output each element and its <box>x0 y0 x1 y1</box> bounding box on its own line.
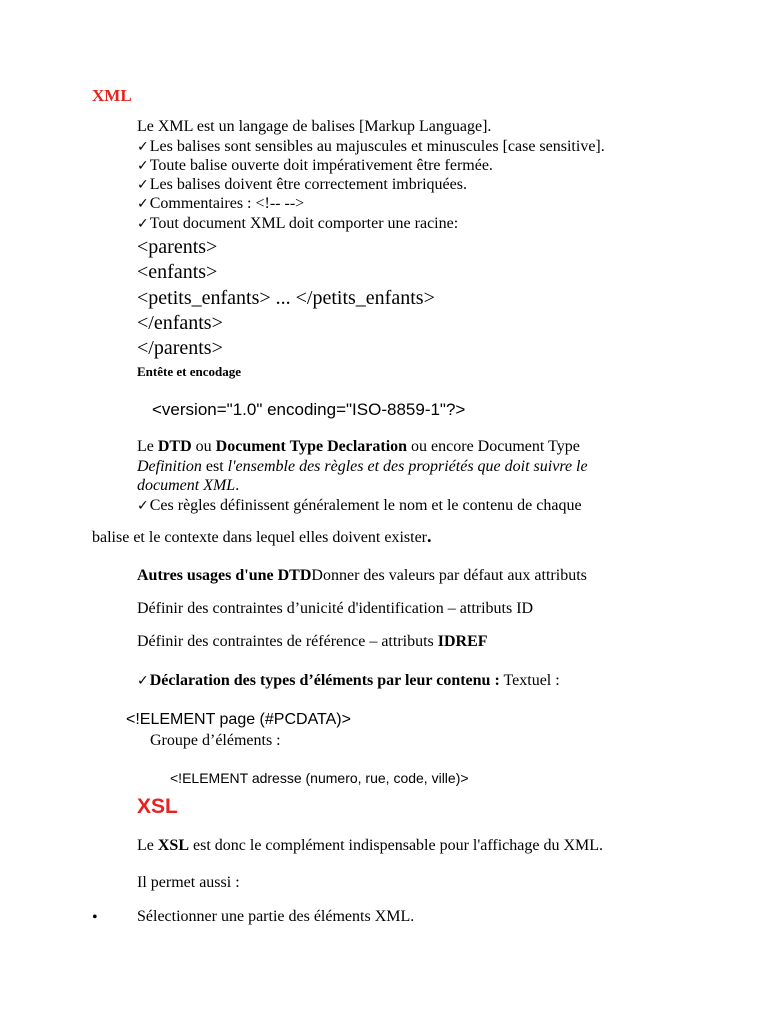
dtd-declaration: ✓ Déclaration des types d’éléments par leur contenu : Textuel : <box>137 671 560 691</box>
header-encoding-label: Entête et encodage <box>137 364 241 379</box>
code-line-petits-enfants: <petits_enfants> ... </petits_enfants> <box>137 287 435 309</box>
xml-rule-case: ✓ Les balises sont sensibles au majuscules et minuscules [case sensitive]. <box>137 137 605 157</box>
code-line-parents-close: </parents> <box>137 337 223 359</box>
xml-intro: Le XML est un langage de balises [Markup Language]. <box>137 118 492 135</box>
dtd-rule-line-2: balise et le contexte dans lequel elles doivent exister. <box>92 526 432 546</box>
element-page-code: <!ELEMENT page (#PCDATA)> <box>126 711 351 728</box>
dtd-usage-unicity: Définir des contraintes d’unicité d'identification – attributs ID <box>137 600 534 617</box>
dtd-line-3: document XML. <box>137 477 240 494</box>
xml-rule-nested: ✓ Les balises doivent être correctement imbriquées. <box>137 175 467 195</box>
code-line-enfants: <enfants> <box>137 261 218 283</box>
xsl-bullet-select: Sélectionner une partie des éléments XML. <box>137 908 415 925</box>
xml-heading: XML <box>92 86 132 105</box>
xsl-heading: XSL <box>137 795 178 818</box>
dtd-usage-reference: Définir des contraintes de référence – attributs IDREF <box>137 633 488 650</box>
xml-rule-comments: ✓ Commentaires : <!-- --> <box>137 194 304 214</box>
code-line-enfants-close: </enfants> <box>137 312 223 334</box>
dtd-line-2: Definition est l'ensemble des règles et des propriétés que doit suivre le <box>137 458 588 475</box>
dtd-line-1: Le DTD ou Document Type Declaration ou encore Document Type <box>137 438 580 455</box>
code-line-parents: <parents> <box>137 236 218 258</box>
xsl-description: Le XSL est donc le complément indispensable pour l'affichage du XML. <box>137 837 604 854</box>
bullet-icon: • <box>92 909 98 926</box>
element-adresse-code: <!ELEMENT adresse (numero, rue, code, ville)> <box>170 770 469 786</box>
xml-rule-root: ✓ Tout document XML doit comporter une racine: <box>137 214 458 234</box>
xml-rule-closed: ✓ Toute balise ouverte doit impérativement être fermée. <box>137 156 493 176</box>
dtd-rule-line-1: ✓ Ces règles définissent généralement le nom et le contenu de chaque <box>137 496 582 516</box>
xsl-permet: Il permet aussi : <box>137 874 240 891</box>
header-encoding-code: <version="1.0" encoding="ISO-8859-1"?> <box>152 400 466 419</box>
groupe-elements-label: Groupe d’éléments : <box>150 732 281 749</box>
dtd-usages: Autres usages d'une DTDDonner des valeurs par défaut aux attributs <box>137 567 587 584</box>
